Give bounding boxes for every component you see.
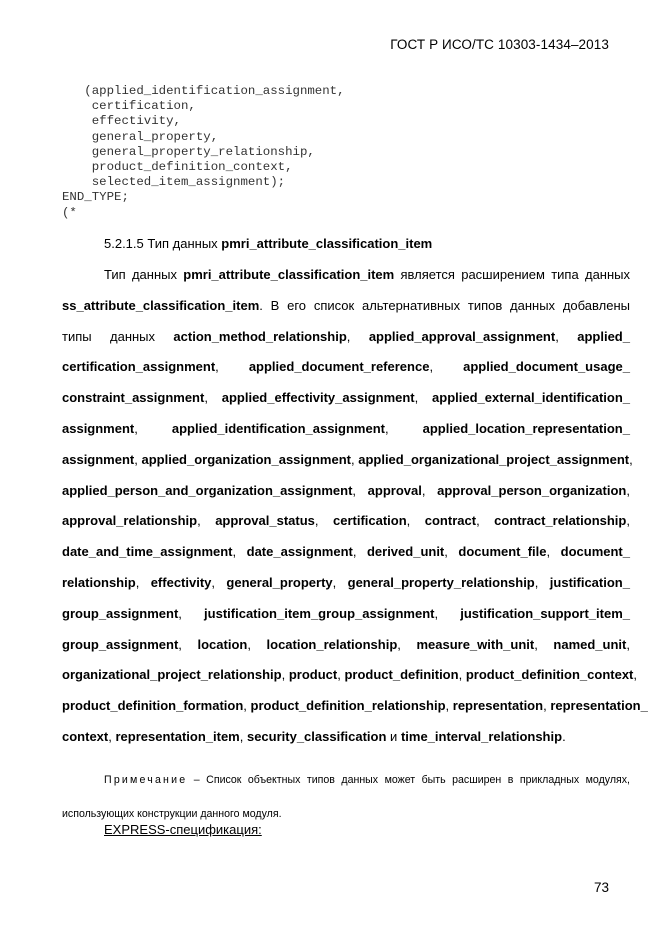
type-name: measure_with_unit	[416, 636, 535, 652]
type-name: applied_location_representation_	[422, 420, 630, 436]
text-run: ,	[204, 390, 222, 406]
text-run: ,	[414, 390, 433, 406]
text-run: ,	[135, 574, 151, 590]
type-name: justification_item_group_assignment	[204, 605, 435, 621]
type-name: group_assignment	[62, 636, 179, 652]
type-name: applied_identification_assignment	[171, 420, 385, 436]
type-name: general_property_relationship	[347, 574, 535, 590]
type-name: document_	[560, 544, 630, 560]
paragraph-line	[62, 660, 637, 691]
code-line: effectivity,	[62, 114, 181, 129]
code-line: general_property,	[62, 129, 219, 144]
paragraph-line	[62, 599, 630, 630]
type-name: product_definition_context	[465, 667, 634, 683]
paragraph-line	[62, 445, 633, 476]
text-run: ,	[434, 605, 461, 621]
text-run: ,	[247, 636, 267, 652]
code-line: selected_item_assignment);	[62, 175, 286, 190]
text-run: ,	[444, 544, 459, 560]
type-name: applied_external_identification_	[432, 390, 630, 406]
type-name: date_and_time_assignment	[62, 544, 233, 560]
text-run: ,	[108, 728, 116, 744]
express-spec-label: EXPRESS-спецификация:	[104, 822, 262, 837]
paragraph-line	[62, 476, 630, 507]
text-run: ,	[629, 451, 633, 467]
paragraph-line	[62, 383, 630, 414]
type-name: applied_approval_assignment	[368, 328, 556, 344]
type-name: location	[197, 636, 248, 652]
type-name: relationship	[62, 574, 136, 590]
type-name: representation	[452, 698, 544, 714]
paragraph-line	[62, 322, 630, 353]
type-name: approval	[367, 482, 422, 498]
type-name: pmri_attribute_classification_item	[183, 267, 395, 282]
type-name: applied_person_and_organization_assignment	[62, 482, 353, 498]
text-run: ,	[332, 574, 348, 590]
text-run: ,	[281, 667, 289, 683]
page-number: 73	[593, 880, 609, 895]
paragraph-line	[62, 568, 630, 599]
text-run: типы данных	[62, 328, 174, 344]
text-run: ,	[626, 513, 630, 529]
text-run: ,	[626, 636, 630, 652]
section-type-name: pmri_attribute_classification_item	[221, 236, 433, 251]
text-run: ,	[546, 544, 561, 560]
text-run: ,	[352, 544, 367, 560]
type-name: date_assignment	[246, 544, 353, 560]
type-name: action_method_relationship	[173, 328, 347, 344]
type-name: location_relationship	[266, 636, 398, 652]
text-run: ,	[197, 513, 216, 529]
text-run: ,	[385, 420, 423, 436]
text-run: ,	[134, 451, 142, 467]
note-block	[62, 763, 630, 831]
paragraph-line	[62, 414, 630, 445]
text-run: ,	[543, 698, 551, 714]
type-name: justification_	[549, 574, 630, 590]
text-run: ,	[406, 513, 425, 529]
type-name: approval_status	[215, 513, 315, 529]
paragraph-line	[62, 260, 630, 291]
type-name: general_property	[226, 574, 333, 590]
note-line	[62, 763, 630, 797]
code-line: (*	[62, 205, 77, 220]
text-run: ,	[633, 667, 637, 683]
type-name: derived_unit	[366, 544, 445, 560]
note-line: использующих конструкции данного модуля.	[62, 808, 282, 820]
section-heading	[104, 236, 432, 251]
text-run: ,	[458, 667, 466, 683]
text-run: . В его список альтернативных типов данных добавлены	[259, 297, 630, 313]
text-run: ,	[476, 513, 495, 529]
type-name: product_definition	[344, 667, 459, 683]
text-run: ,	[445, 698, 453, 714]
text-run: ,	[429, 359, 464, 375]
text-run: и	[386, 728, 401, 744]
type-name: product	[288, 667, 338, 683]
type-name: time_interval_relationship	[400, 728, 563, 744]
type-name: assignment	[62, 451, 135, 467]
type-name: representation_	[550, 698, 648, 714]
text-run: ,	[626, 482, 630, 498]
paragraph-line	[62, 630, 630, 661]
type-name: applied_organizational_project_assignment	[358, 451, 630, 467]
text-run: ,	[178, 605, 205, 621]
type-name: constraint_assignment	[62, 390, 205, 406]
section-number: 5.2.1.5 Тип данных	[104, 236, 222, 251]
type-name: contract	[424, 513, 477, 529]
type-name: contract_relationship	[494, 513, 627, 529]
code-line: general_property_relationship,	[62, 144, 315, 159]
body-paragraph	[62, 260, 648, 753]
paragraph-line	[62, 691, 648, 722]
type-name: group_assignment	[62, 605, 179, 621]
type-name: approval_relationship	[62, 513, 198, 529]
text-run: ,	[346, 328, 369, 344]
text-run: ,	[239, 728, 247, 744]
type-name: certification_assignment	[62, 359, 216, 375]
text-run: .	[562, 728, 566, 744]
text-run: ,	[555, 328, 578, 344]
express-code-block	[62, 84, 345, 221]
text-run: ,	[243, 698, 251, 714]
text-run: ,	[211, 574, 227, 590]
text-run: ,	[534, 574, 550, 590]
type-name: product_definition_relationship	[250, 698, 446, 714]
type-name: applied_organization_assignment	[141, 451, 351, 467]
code-line: certification,	[62, 99, 196, 114]
text-run: ,	[314, 513, 333, 529]
type-name: document_file	[458, 544, 547, 560]
type-name: security_classification	[246, 728, 387, 744]
text-run: ,	[178, 636, 198, 652]
paragraph-line	[62, 506, 630, 537]
paragraph-line	[62, 291, 630, 322]
type-name: applied_document_reference	[248, 359, 430, 375]
text-run: ,	[337, 667, 345, 683]
type-name: certification	[332, 513, 407, 529]
type-name: product_definition_formation	[62, 698, 244, 714]
code-line: product_definition_context,	[62, 160, 293, 175]
text-run: ,	[350, 451, 359, 467]
note-label: Примечание	[104, 774, 188, 786]
code-line: END_TYPE;	[62, 190, 129, 205]
text-run: Тип данных	[104, 267, 184, 282]
type-name: context	[62, 728, 109, 744]
paragraph-line	[62, 537, 630, 568]
code-line: (applied_identification_assignment,	[62, 84, 345, 98]
type-name: approval_person_organization	[437, 482, 627, 498]
paragraph-line	[62, 722, 630, 753]
type-name: applied_document_usage_	[463, 359, 630, 375]
text-run: ,	[232, 544, 247, 560]
note-text: – Список объектных типов данных может быть расширен в прикладных модулях,	[187, 774, 630, 786]
text-run: является расширением типа данных	[394, 267, 630, 282]
text-run: ,	[215, 359, 249, 375]
text-run: ,	[534, 636, 554, 652]
paragraph-line	[62, 352, 630, 383]
type-name: named_unit	[553, 636, 627, 652]
type-name: effectivity	[150, 574, 212, 590]
type-name: applied_effectivity_assignment	[221, 390, 415, 406]
text-run: ,	[421, 482, 438, 498]
type-name: organizational_project_relationship	[62, 667, 282, 683]
type-name: applied_	[577, 328, 630, 344]
type-name: justification_support_item_	[460, 605, 630, 621]
type-name: assignment	[62, 420, 135, 436]
type-name: ss_attribute_classification_item	[62, 297, 260, 313]
text-run: ,	[397, 636, 417, 652]
text-run: ,	[134, 420, 172, 436]
text-run: ,	[352, 482, 368, 498]
document-header: ГОСТ Р ИСО/ТС 10303-1434–2013	[390, 37, 609, 52]
type-name: representation_item	[115, 728, 240, 744]
